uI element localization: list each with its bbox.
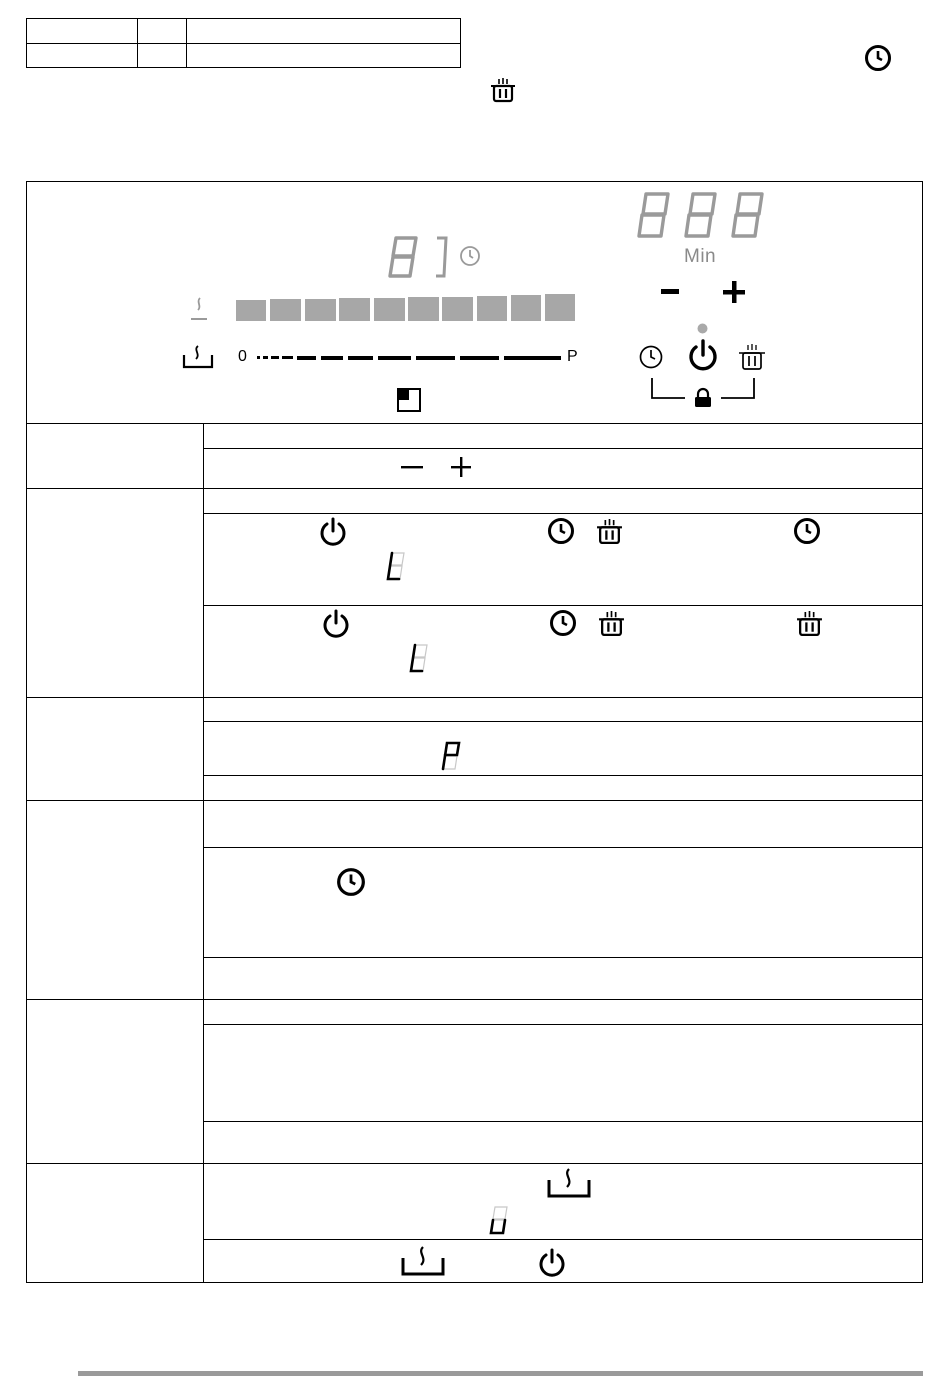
zone-display-bracket (435, 236, 449, 278)
table-subrow-divider (203, 847, 923, 848)
keep-warm-icon[interactable] (182, 345, 214, 369)
slider-dash[interactable] (348, 356, 373, 360)
timer-clock-icon (547, 517, 575, 545)
slider-dash[interactable] (263, 356, 268, 359)
slider-dash[interactable] (460, 356, 499, 360)
header-table-col-divider (186, 19, 187, 67)
display-code-P (441, 741, 461, 771)
timer-plus-button[interactable] (723, 281, 745, 303)
power-level-segment (545, 294, 575, 321)
table-subrow-divider (203, 1024, 923, 1025)
timer-clock-icon (793, 517, 821, 545)
table-row-divider (26, 488, 923, 489)
power-level-segment (511, 295, 541, 321)
power-indicator-dot (697, 323, 708, 334)
table-row-divider (26, 999, 923, 1000)
zone-timer-indicator-icon (459, 245, 481, 267)
header-table-row-divider (27, 43, 460, 44)
power-button-icon[interactable] (686, 339, 720, 373)
slider-dash[interactable] (257, 356, 260, 359)
table-subrow-divider (203, 1121, 923, 1122)
keep-warm-icon (401, 1246, 445, 1276)
slider-dash[interactable] (416, 356, 455, 360)
table-subrow-divider (203, 775, 923, 776)
table-subrow-divider (203, 1239, 923, 1240)
power-level-segment (339, 298, 370, 321)
control-panel-figure (26, 181, 923, 424)
table-subrow-divider (203, 957, 923, 958)
pot-icon (596, 519, 623, 546)
table-row-divider (26, 697, 923, 698)
slider-dash[interactable] (282, 356, 293, 359)
table-subrow-divider (203, 605, 923, 606)
table-row-divider (26, 800, 923, 801)
pot-button-icon[interactable] (738, 344, 766, 372)
page-footer-bar (78, 1371, 923, 1376)
lock-icon[interactable] (693, 388, 713, 408)
timer-unit-label: Min (684, 246, 717, 267)
power-level-segment (236, 300, 266, 321)
display-code-L (386, 551, 406, 581)
table-subrow-divider (203, 721, 923, 722)
timer-clock-icon (864, 44, 892, 72)
power-level-segment (374, 298, 405, 321)
slider-max-label: P (567, 348, 578, 365)
timer-clock-icon (549, 609, 577, 637)
power-level-segment (270, 299, 301, 321)
power-level-segment (408, 297, 439, 321)
slider-min-label: 0 (238, 348, 247, 365)
power-icon (537, 1248, 567, 1278)
header-table (26, 18, 461, 68)
slider-dash[interactable] (504, 356, 561, 360)
plus-icon (451, 457, 471, 477)
table-row-divider (26, 1163, 923, 1164)
minus-icon (401, 466, 423, 469)
keep-warm-icon (547, 1168, 591, 1198)
bridge-zone-icon[interactable] (397, 388, 421, 412)
table-column-divider (203, 423, 204, 1283)
slider-dash[interactable] (321, 356, 343, 360)
slider-dash[interactable] (271, 356, 279, 359)
zone-power-display (387, 236, 419, 278)
slider-dash[interactable] (378, 356, 411, 360)
timer-button-icon[interactable] (639, 345, 663, 369)
power-icon (321, 609, 351, 639)
power-level-segment (477, 296, 507, 321)
power-level-segment (442, 297, 473, 321)
pot-icon (796, 611, 823, 638)
keep-warm-indicator-icon (190, 296, 208, 322)
pot-icon (598, 611, 625, 638)
table-subrow-divider (203, 513, 923, 514)
timer-minus-button[interactable] (661, 289, 679, 295)
troubleshooting-table (26, 423, 923, 1283)
power-level-segment (305, 299, 336, 321)
power-icon (318, 517, 348, 547)
header-table-col-divider (137, 19, 138, 67)
pot-icon (490, 78, 516, 104)
display-code-L (409, 643, 429, 673)
timer-clock-icon (336, 867, 366, 897)
timer-minutes-display (637, 192, 767, 238)
display-code-U (489, 1205, 509, 1235)
slider-dash[interactable] (297, 356, 316, 360)
table-subrow-divider (203, 448, 923, 449)
